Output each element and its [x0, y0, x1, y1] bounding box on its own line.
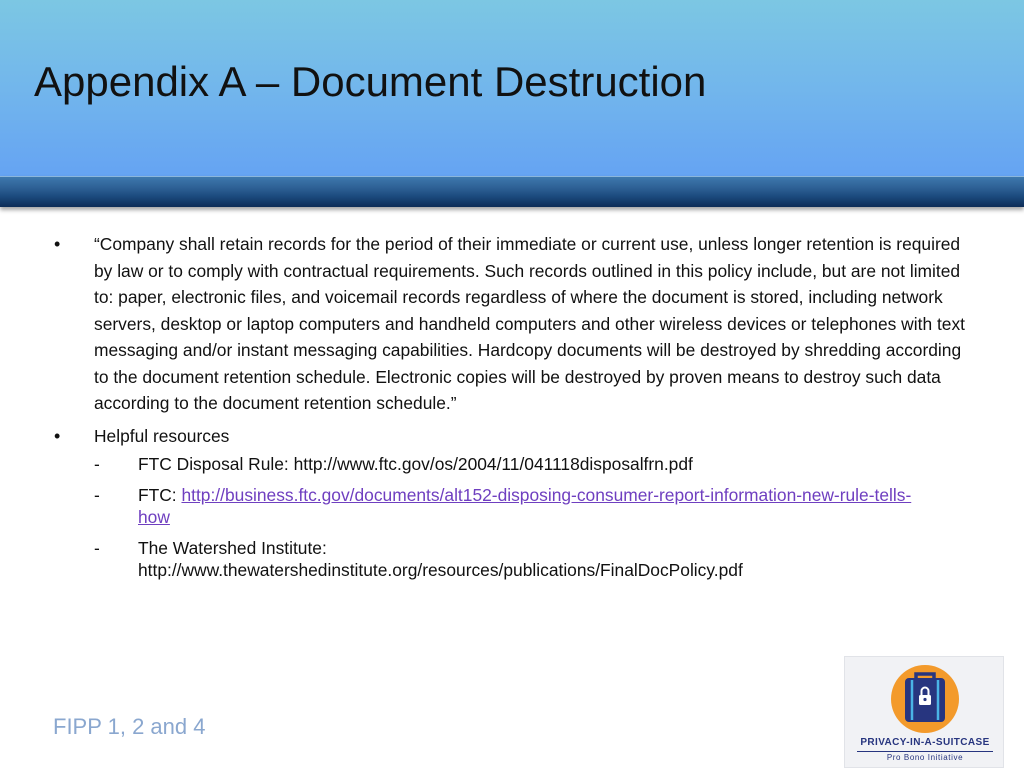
- header-divider-band: [0, 176, 1024, 207]
- resource-text: FTC Disposal Rule: http://www.ftc.gov/os/2004/11/041118disposalfrn.pdf: [138, 454, 693, 474]
- resource-item-ftc-business: [94, 484, 984, 528]
- policy-quote-text: “Company shall retain records for the period of their immediate or current use, unless longer retention is required by law or to comply with contractual requirements. Such records outlined in this policy include, but are not limited to: paper, electronic files, and voicemail records regardless of where the document is stored, including network servers, desktop or laptop computers and handheld computers and other wireless devices or telephones with text messaging and/or instant messaging capabilities. Hardcopy documents will be destroyed by shredding according to the document retention schedule. Electronic copies will be destroyed by proven means to destroy such data according to the document retention schedule.”: [94, 234, 965, 413]
- ftc-business-link[interactable]: http://business.ftc.gov/documents/alt152-disposing-consumer-report-information-new-rule-tells-how: [138, 485, 912, 527]
- logo-wordmark: PRIVACY-IN-A-SUITCASE: [860, 737, 990, 748]
- resource-text: [138, 484, 938, 528]
- bullet-helpful-resources: [54, 423, 984, 450]
- dash-marker: -: [94, 485, 100, 505]
- resource-text: [138, 537, 938, 581]
- dash-marker: -: [94, 538, 100, 558]
- logo-tagline: Pro Bono Initiative: [886, 753, 964, 762]
- logo-divider: [857, 751, 993, 752]
- privacy-in-a-suitcase-logo: [844, 656, 1004, 768]
- helpful-resources-heading: Helpful resources: [94, 425, 230, 446]
- resource-item-ftc-disposal-rule: [94, 453, 984, 475]
- resource-prefix: FTC:: [138, 485, 182, 505]
- slide-title: Appendix A – Document Destruction: [34, 58, 707, 105]
- bullet-policy-quote: [54, 231, 984, 417]
- resource-url: http://www.thewatershedinstitute.org/resources/publications/FinalDocPolicy.pdf: [138, 560, 743, 580]
- resource-source-name: The Watershed Institute:: [138, 538, 327, 558]
- resources-list: [94, 453, 984, 581]
- slide-body: [54, 231, 984, 590]
- dash-marker: -: [94, 454, 100, 474]
- resource-item-watershed-institute: [94, 537, 984, 581]
- slide-footer: FIPP 1, 2 and 4: [53, 714, 206, 739]
- suitcase-lock-icon: [889, 663, 961, 735]
- bullet-marker: •: [54, 234, 61, 254]
- bullet-marker: •: [54, 425, 61, 446]
- slide-header: [0, 0, 1024, 178]
